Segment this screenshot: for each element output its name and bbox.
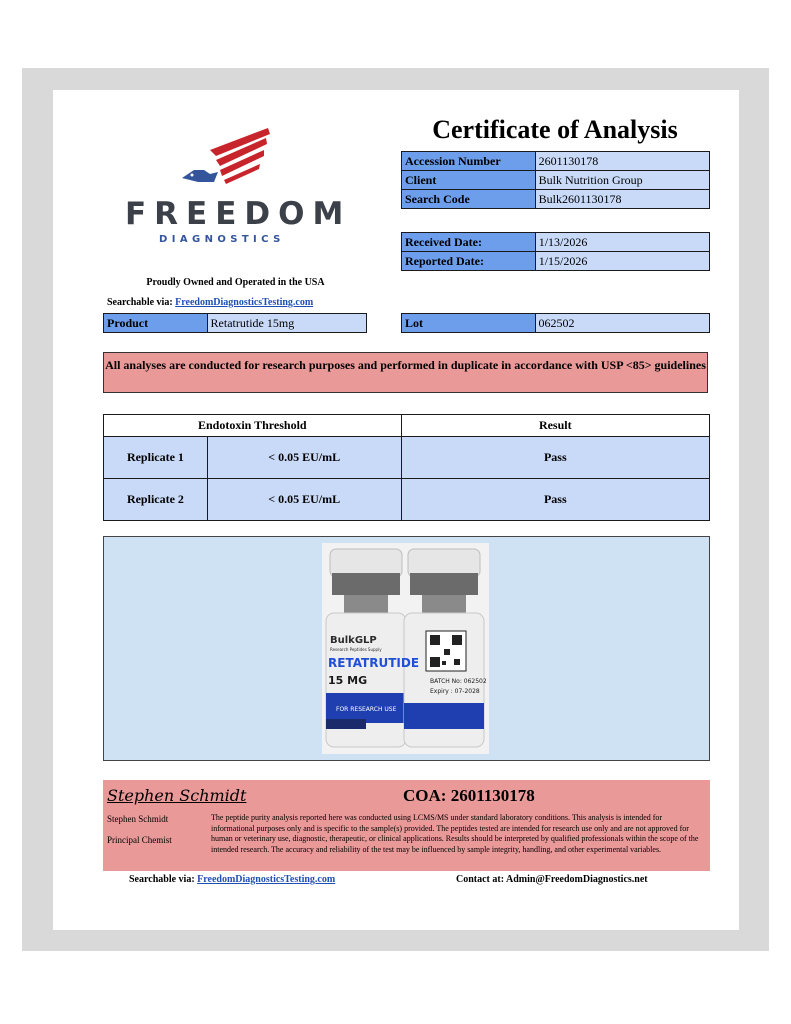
logo-subtitle: DIAGNOSTICS [159, 234, 285, 245]
lot-label: Lot [402, 314, 536, 333]
date-label: Received Date: [402, 233, 536, 252]
searchable-top [107, 297, 313, 308]
info-label: Client [402, 171, 536, 190]
replicate-threshold: < 0.05 EU/mL [207, 479, 401, 521]
sample-photo-panel [103, 536, 710, 761]
vial-brand: BulkGLP [330, 635, 377, 646]
contact-email: Contact at: Admin@FreedomDiagnostics.net [456, 874, 648, 885]
replicate-result: Pass [401, 479, 709, 521]
product-value: Retatrutide 15mg [207, 314, 366, 333]
lot-table [401, 313, 710, 333]
replicate-threshold: < 0.05 EU/mL [207, 437, 401, 479]
info-row [402, 190, 710, 209]
eagle-logo-icon [180, 126, 275, 188]
searchable-label: Searchable via: [129, 874, 198, 885]
table-row [104, 437, 710, 479]
signature: Stephen Schmidt [107, 786, 247, 805]
signature-footer [103, 780, 710, 871]
info-label: Search Code [402, 190, 536, 209]
dates-table [401, 232, 710, 271]
disclaimer-text: The peptide purity analysis reported here was conducted using LCMS/MS under standard laboratory conditions. This analysis is intended for informational purposes only and is specific to the sample(s) provided. The peptides tested are intended for research use only and are not approved for human or veterinary use, diagnostic, therapeutic, or clinical applications. Results should be interpreted by qualified professionals within the scope of the intended research. The accuracy and reliability of the test may be influenced by sample integrity, handling, and other experimental variables. [211, 813, 699, 854]
sample-photo [322, 543, 489, 754]
replicate-name: Replicate 1 [104, 437, 208, 479]
product-table [103, 313, 367, 333]
results-table [103, 414, 710, 521]
vial-ribbon: FOR RESEARCH USE [336, 706, 397, 713]
chemist-name: Stephen Schmidt [107, 814, 169, 824]
date-row [402, 233, 710, 252]
owned-tagline: Proudly Owned and Operated in the USA [146, 277, 325, 288]
result-header: Result [401, 415, 709, 437]
vial-batch: BATCH No: 062502 [430, 678, 487, 685]
info-value: 2601130178 [535, 152, 709, 171]
info-row [402, 152, 710, 171]
vial-dose: 15 MG [328, 674, 368, 687]
info-value: Bulk2601130178 [535, 190, 709, 209]
vial-tagline: Research Peptides Supply [330, 647, 382, 652]
date-value: 1/15/2026 [535, 252, 709, 271]
accession-info-table [401, 151, 710, 209]
date-label: Reported Date: [402, 252, 536, 271]
info-row [402, 171, 710, 190]
date-value: 1/13/2026 [535, 233, 709, 252]
info-value: Bulk Nutrition Group [535, 171, 709, 190]
table-row [104, 479, 710, 521]
vial-image-icon [322, 543, 489, 754]
website-link[interactable]: FreedomDiagnosticsTesting.com [175, 297, 314, 308]
info-label: Accession Number [402, 152, 536, 171]
research-notice: All analyses are conducted for research purposes and performed in duplicate in accordance with USP <85> guidelines [103, 352, 708, 393]
results-header-row [104, 415, 710, 437]
vial-product: RETATRUTIDE [328, 656, 420, 670]
replicate-name: Replicate 2 [104, 479, 208, 521]
lot-value: 062502 [535, 314, 709, 333]
website-link[interactable]: FreedomDiagnosticsTesting.com [197, 874, 336, 885]
page-title: Certificate of Analysis [432, 115, 678, 144]
threshold-header: Endotoxin Threshold [104, 415, 402, 437]
product-label: Product [104, 314, 208, 333]
searchable-bottom [129, 874, 335, 885]
searchable-label: Searchable via: [107, 297, 176, 308]
date-row [402, 252, 710, 271]
logo-wordmark: FREEDOM [125, 196, 352, 232]
replicate-result: Pass [401, 437, 709, 479]
vial-expiry: Expiry : 07-2028 [430, 688, 480, 695]
chemist-role: Principal Chemist [107, 835, 172, 845]
coa-number: COA: 2601130178 [403, 786, 535, 805]
